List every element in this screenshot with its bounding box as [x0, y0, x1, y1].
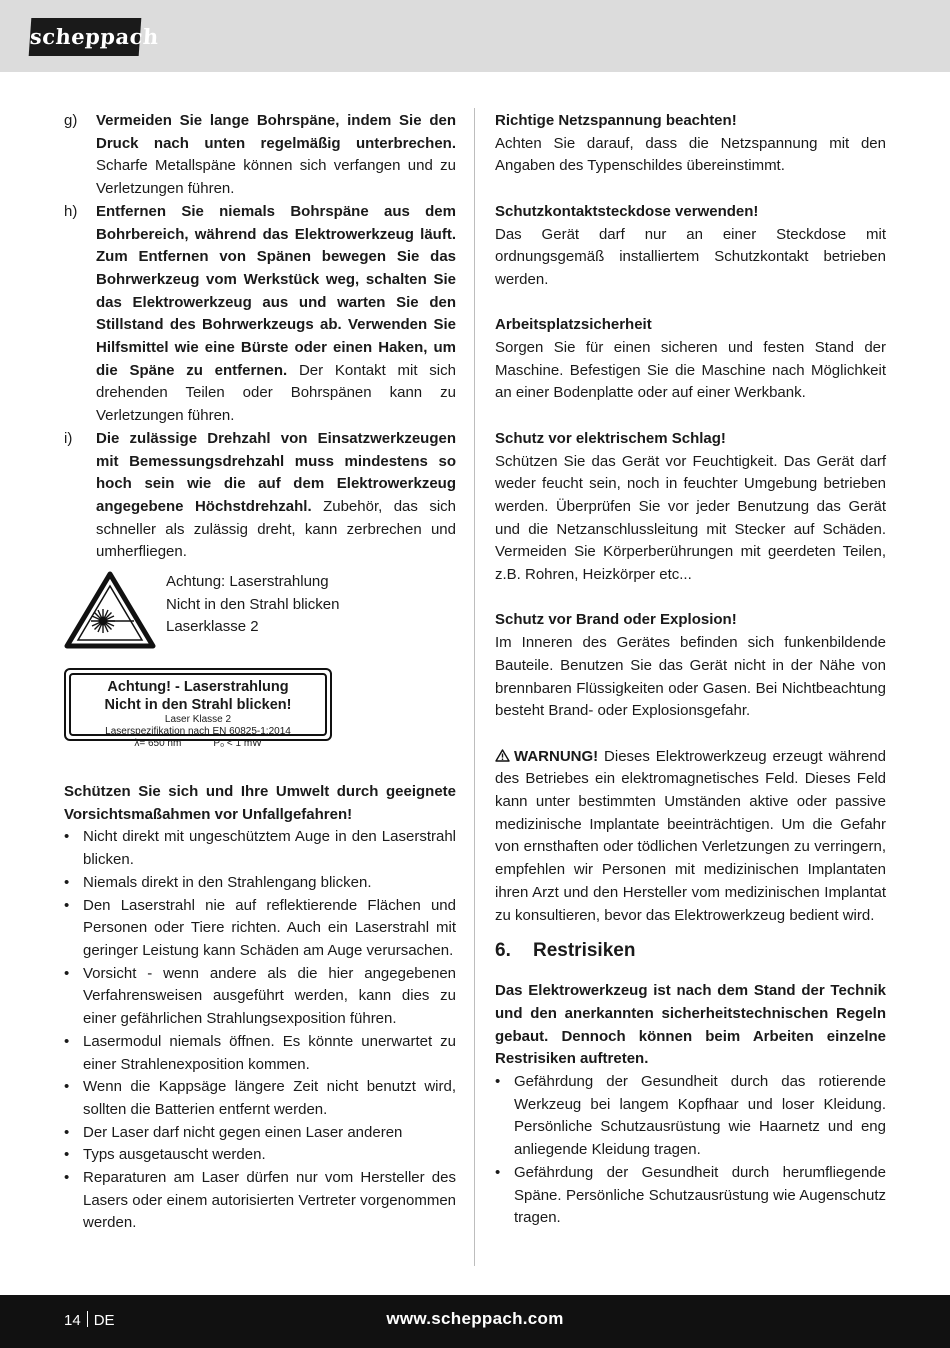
laser-label-box: [64, 668, 332, 750]
list-marker: i): [64, 429, 73, 447]
bullet-icon: •: [64, 1078, 70, 1096]
bullet-icon: •: [495, 1073, 501, 1091]
label-power: P₀ < 1 mW: [213, 738, 262, 750]
bullet-icon: •: [64, 1146, 70, 1164]
list-item: • Lasermodul niemals öffnen. Es könnte unerwartet zu einer Strahlenexposition kommen.: [64, 1031, 456, 1076]
block-heading: Arbeitsplatzsicherheit: [495, 316, 652, 334]
section-intro: Das Elektrowerkzeug ist nach dem Stand der Technik und den anerkannten sicherheitstechnischen Regeln gebaut. Dennoch können beim Arbeiten einzelne Restrisiken auftreten.: [495, 982, 886, 1068]
laser-warning-line: Nicht in den Strahl blicken: [166, 595, 340, 613]
block-heading: Schutzkontaktsteckdose verwenden!: [495, 202, 759, 220]
list-item-i: [64, 428, 456, 564]
label-class: Laser Klasse 2: [164, 714, 232, 726]
block-heading: Schutz vor Brand oder Explosion!: [495, 611, 737, 629]
label-values: [71, 739, 325, 749]
bullet-icon: •: [64, 896, 70, 914]
laser-bullet-list: [64, 826, 456, 1235]
normal-text: Scharfe Metallspäne können sich verfangen und zu Verletzungen führen.: [96, 157, 456, 198]
list-item: • Typs ausgetauscht werden.: [64, 1144, 456, 1167]
block-text: Schützen Sie das Gerät vor Feuchtigkeit. Das Gerät darf weder feucht sein, noch in feuchter Umgebung betrieben werden. Überprüfen Sie vor jeder Benutzung das Gerät und die Netzanschlussleitung mit Stecker auf Schäden. Vermeiden Sie Körperberührungen mit geerdeten Teilen, z.B. Rohren, Heizkörper etc...: [495, 452, 886, 584]
list-item: • Niemals direkt in den Strahlengang blicken.: [64, 872, 456, 895]
list-item-h: [64, 201, 456, 428]
block-text: Achten Sie darauf, dass die Netzspannung mit den Angaben des Typenschildes übereinstimmt.: [495, 134, 886, 175]
list-item: • Gefährdung der Gesundheit durch das rotierende Werkzeug bei langem Kopfhaar und loser Kleidung. Persönliche Schutzausrüstung wie Haarnetz und eng anliegende Kleidung tragen.: [495, 1071, 886, 1162]
language-code: DE: [93, 1312, 115, 1329]
right-column: [495, 110, 886, 1230]
list-item: • Wenn die Kappsäge längere Zeit nicht benutzt wird, sollten die Batterien entfernt werden.: [64, 1076, 456, 1121]
left-column: [64, 110, 456, 1235]
laser-hazard-icon: [64, 571, 156, 649]
block-text: Das Gerät darf nur an einer Steckdose mit ordnungsgemäß installiertem Schutzkontakt betrieben werden.: [495, 225, 886, 288]
page-number-value: 14: [64, 1312, 81, 1329]
page-header: [0, 0, 950, 72]
label-spec: Laserspezifikation nach EN 60825-1:2014: [105, 726, 291, 738]
bullet-icon: •: [495, 1163, 501, 1181]
laser-warning-line: Achtung: Laserstrahlung: [166, 573, 329, 591]
list-item: • Der Laser darf nicht gegen einen Laser anderen: [64, 1122, 456, 1145]
list-item-g: [64, 110, 456, 201]
bullet-icon: •: [64, 873, 70, 891]
warning-text: Dieses Elektrowerkzeug erzeugt während des Betriebes ein elektromagnetisches Feld. Dieses Feld kann unter bestimmten Umständen aktive oder passive medizinische Implantate beeinträchtigen. Um die Gefahr von ernsthaften oder tödlichen Verletzungen zu verringern, empfehlen wir Personen mit medizinischen Implantaten ihren Arzt und den Hersteller vom medizinischen Implantat zu konsultieren, bevor das Elektrowerkzeug bedient wird.: [495, 747, 886, 924]
bold-text: Vermeiden Sie lange Bohrspäne, indem Sie den Druck nach unten regelmäßig unterbrechen.: [96, 112, 456, 152]
bullet-icon: •: [64, 964, 70, 982]
list-marker: g): [64, 112, 78, 129]
page-footer: [0, 1295, 950, 1348]
label-wavelength: λ= 650 nm: [134, 738, 182, 750]
website-link[interactable]: www.scheppach.com: [386, 1309, 564, 1328]
list-item: • Vorsicht - wenn andere als die hier angegebenen Verfahrensweisen ausgeführt werden, kann dies zu einer gefährlichen Strahlungsexposition führen.: [64, 963, 456, 1031]
bold-text: Entfernen Sie niemals Bohrspäne aus dem Bohrbereich, während das Elektrowerkzeug läuft. Zum Entfernen von Spänen bewegen Sie das Bohrwerkzeug vom Werkstück weg, schalten Sie das Elektrowerkzeug aus und warten Sie den Stillstand des Bohrwerkzeugs ab. Verwenden Sie Hilfsmittel wie eine Bürste oder einen Haken, um die Späne zu entfernen.: [96, 202, 456, 379]
block-heading: Schutz vor elektrischem Schlag!: [495, 429, 726, 447]
section-heading: [495, 938, 886, 964]
section-number: 6.: [495, 940, 511, 962]
laser-warning-block: [64, 571, 456, 781]
list-item: • Reparaturen am Laser dürfen nur vom Hersteller des Lasers oder einem autorisierten Vertreter vorgenommen werden.: [64, 1167, 456, 1235]
scheppach-logo: scheppach: [29, 18, 142, 56]
section-title: Restrisiken: [533, 940, 636, 962]
block-text: Sorgen Sie für einen sicheren und festen Stand der Maschine. Befestigen Sie die Maschine nach Möglichkeit an einer Bodenplatte oder auf einer Werkbank.: [495, 339, 886, 402]
block-heading: Richtige Netzspannung beachten!: [495, 112, 737, 129]
block-text: Im Inneren des Gerätes befinden sich funkenbildende Bauteile. Benutzen Sie das Gerät nicht in der Nähe von brennbaren Flüssigkeiten oder Gasen. Bei Nichtbeachtung besteht Brand- oder Explosionsgefahr.: [495, 634, 886, 720]
normal-text: Zubehör, das sich schneller als zulässig dreht, kann zerbrechen und umherfliegen.: [96, 497, 456, 561]
risk-bullet-list: [495, 1071, 886, 1230]
laser-warning-text: [166, 571, 339, 639]
normal-text: Der Kontakt mit sich drehenden Teilen oder Bohrspänen kann zu Verletzungen führen.: [96, 361, 456, 425]
bold-text: Die zulässige Drehzahl von Einsatzwerkzeugen mit Bemessungsdrehzahl muss mindestens so hoch sein wie die auf dem Elektrowerkzeug angegebene Höchstdrehzahl.: [96, 429, 456, 515]
list-marker: h): [64, 202, 78, 220]
laser-warning-line: Laserklasse 2: [166, 618, 259, 636]
column-divider: [474, 108, 475, 1266]
list-item: • Den Laserstrahl nie auf reflektierende Flächen und Personen oder Tiere richten. Auch ein Laserstrahl mit geringer Leistung kann Schäden am Auge verursachen.: [64, 895, 456, 963]
label-subtitle: Nicht in den Strahl blicken!: [104, 696, 292, 713]
bullet-icon: •: [64, 828, 70, 846]
warning-label: WARNUNG!: [514, 747, 599, 765]
bullet-icon: •: [64, 1123, 70, 1141]
warning-triangle-icon: [495, 749, 510, 762]
label-title: Achtung! - Laserstrahlung: [107, 679, 289, 696]
bullet-icon: •: [64, 1169, 70, 1187]
protect-heading: Schützen Sie sich und Ihre Umwelt durch geeignete Vorsichtsmaßahmen vor Unfallgefahren!: [64, 783, 456, 823]
list-item: • Gefährdung der Gesundheit durch herumfliegende Späne. Persönliche Schutzausrüstung wie Augenschutz tragen.: [495, 1162, 886, 1230]
emf-warning: [495, 746, 886, 928]
list-item: • Nicht direkt mit ungeschütztem Auge in den Laserstrahl blicken.: [64, 826, 456, 871]
bullet-icon: •: [64, 1032, 70, 1050]
